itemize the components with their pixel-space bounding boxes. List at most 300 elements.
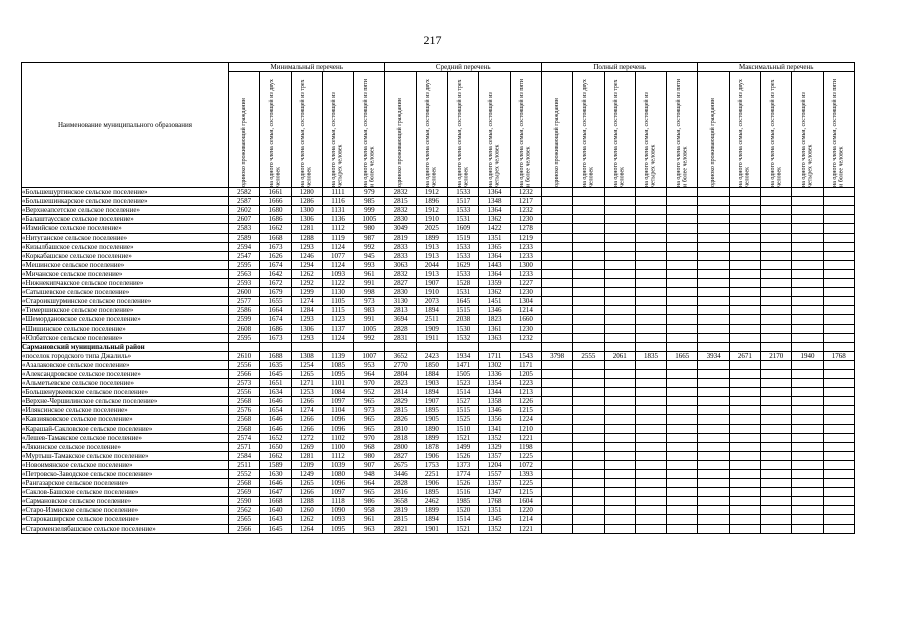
value-cell — [667, 342, 698, 351]
value-cell — [667, 379, 698, 388]
value-cell — [604, 497, 635, 506]
value-cell: 1645 — [260, 369, 291, 378]
value-cell: 1907 — [416, 279, 447, 288]
value-cell — [541, 297, 572, 306]
value-cell — [541, 333, 572, 342]
value-cell: 1899 — [416, 433, 447, 442]
value-cell: 987 — [354, 233, 385, 242]
value-cell: 2823 — [385, 379, 416, 388]
value-cell: 968 — [354, 442, 385, 451]
value-cell: 1910 — [416, 288, 447, 297]
value-cell — [573, 188, 604, 197]
value-cell: 1451 — [479, 297, 510, 306]
table-row — [22, 415, 855, 424]
value-cell — [541, 488, 572, 497]
value-cell: 2593 — [229, 279, 260, 288]
value-cell — [761, 360, 792, 369]
value-cell — [823, 279, 854, 288]
value-cell — [635, 497, 666, 506]
municipality-name: «Рангазарское сельское поселение» — [22, 479, 229, 488]
value-cell — [792, 269, 823, 278]
value-cell — [604, 479, 635, 488]
value-cell: 1300 — [291, 206, 322, 215]
table-row — [22, 433, 855, 442]
value-cell: 1589 — [260, 460, 291, 469]
value-cell — [823, 397, 854, 406]
value-cell — [698, 515, 729, 524]
value-cell: 1532 — [448, 333, 479, 342]
value-cell — [604, 188, 635, 197]
subcolumn-label: на одного члена семьи, состоящей из пяти и более человек — [519, 79, 532, 188]
value-cell — [729, 433, 760, 442]
value-cell — [604, 360, 635, 369]
value-cell — [635, 524, 666, 533]
municipality-name: «Верхнеапсетское сельское поселение» — [22, 206, 229, 215]
value-cell — [604, 324, 635, 333]
value-cell: 1329 — [479, 442, 510, 451]
value-cell: 1137 — [322, 324, 353, 333]
value-cell: 1269 — [291, 442, 322, 451]
value-cell — [761, 188, 792, 197]
value-cell: 1204 — [479, 460, 510, 469]
municipality-name: «Коркабашское сельское поселение» — [22, 251, 229, 260]
value-cell: 2170 — [761, 351, 792, 360]
value-cell: 1224 — [510, 415, 541, 424]
value-cell: 1774 — [448, 470, 479, 479]
value-cell — [635, 206, 666, 215]
subcolumn-header — [635, 72, 666, 188]
value-cell — [541, 197, 572, 206]
value-cell: 2610 — [229, 351, 260, 360]
value-cell: 1901 — [416, 524, 447, 533]
table-row — [22, 497, 855, 506]
value-cell — [698, 433, 729, 442]
municipality-name: «Нижнекипчакское сельское поселение» — [22, 279, 229, 288]
value-cell — [541, 315, 572, 324]
value-cell — [698, 506, 729, 515]
value-cell — [729, 233, 760, 242]
value-cell — [729, 379, 760, 388]
municipality-name: «Балаштаусское сельское поселение» — [22, 215, 229, 224]
value-cell: 2552 — [229, 470, 260, 479]
value-cell — [635, 306, 666, 315]
municipality-name: «поселок городского типа Джалиль» — [22, 351, 229, 360]
value-cell — [729, 333, 760, 342]
value-cell: 983 — [354, 306, 385, 315]
value-cell — [698, 288, 729, 297]
value-cell — [667, 251, 698, 260]
value-cell — [541, 433, 572, 442]
value-cell: 2073 — [416, 297, 447, 306]
value-cell: 1514 — [448, 388, 479, 397]
subcolumn-header — [260, 72, 291, 188]
value-cell: 2833 — [385, 242, 416, 251]
municipality-name: «Большенуркеевское сельское поселение» — [22, 388, 229, 397]
value-cell — [729, 515, 760, 524]
value-cell — [541, 306, 572, 315]
value-cell — [541, 388, 572, 397]
value-cell: 1077 — [322, 251, 353, 260]
subcolumn-header — [416, 72, 447, 188]
value-cell: 1393 — [510, 470, 541, 479]
subcolumn-header — [823, 72, 854, 188]
value-cell: 2590 — [229, 497, 260, 506]
value-cell — [729, 315, 760, 324]
table-row — [22, 379, 855, 388]
value-cell — [823, 415, 854, 424]
subcolumn-header — [698, 72, 729, 188]
value-cell — [729, 251, 760, 260]
value-cell: 2833 — [385, 251, 416, 260]
value-cell: 980 — [354, 451, 385, 460]
table-row — [22, 224, 855, 233]
value-cell — [635, 269, 666, 278]
table-row — [22, 524, 855, 533]
value-cell — [792, 233, 823, 242]
table-row — [22, 470, 855, 479]
value-cell: 1246 — [291, 251, 322, 260]
value-cell — [823, 324, 854, 333]
value-cell — [573, 470, 604, 479]
table-row — [22, 506, 855, 515]
value-cell: 1531 — [448, 288, 479, 297]
value-cell: 1299 — [291, 288, 322, 297]
table-row — [22, 369, 855, 378]
value-cell: 1139 — [322, 351, 353, 360]
value-cell — [604, 279, 635, 288]
value-cell — [823, 524, 854, 533]
value-cell: 1102 — [322, 433, 353, 442]
value-cell: 1111 — [322, 188, 353, 197]
value-cell — [698, 279, 729, 288]
value-cell: 1654 — [260, 406, 291, 415]
value-cell — [573, 379, 604, 388]
value-cell — [604, 197, 635, 206]
value-cell — [729, 497, 760, 506]
value-cell: 2815 — [385, 406, 416, 415]
value-cell: 2568 — [229, 397, 260, 406]
value-cell — [823, 442, 854, 451]
value-cell: 965 — [354, 397, 385, 406]
value-cell: 1230 — [510, 288, 541, 297]
municipality-name: «Измийское сельское поселение» — [22, 224, 229, 233]
value-cell — [792, 242, 823, 251]
value-cell — [792, 224, 823, 233]
district-row — [22, 342, 855, 351]
value-cell: 1650 — [260, 442, 291, 451]
table-row — [22, 306, 855, 315]
value-cell — [573, 288, 604, 297]
value-cell — [604, 506, 635, 515]
value-cell — [573, 215, 604, 224]
value-cell: 1912 — [416, 206, 447, 215]
value-cell: 1907 — [416, 397, 447, 406]
value-cell — [541, 379, 572, 388]
value-cell — [573, 306, 604, 315]
value-cell — [823, 497, 854, 506]
value-cell: 1533 — [448, 269, 479, 278]
value-cell: 1171 — [510, 360, 541, 369]
value-cell: 1909 — [416, 324, 447, 333]
value-cell — [823, 269, 854, 278]
value-cell: 2830 — [385, 215, 416, 224]
value-cell — [698, 388, 729, 397]
value-cell: 986 — [354, 497, 385, 506]
value-cell: 2555 — [573, 351, 604, 360]
value-cell: 1913 — [416, 251, 447, 260]
value-cell: 991 — [354, 279, 385, 288]
value-cell: 2565 — [229, 515, 260, 524]
value-cell: 2556 — [229, 360, 260, 369]
municipality-name: «Петровско-Заводское сельское поселение» — [22, 470, 229, 479]
value-cell — [761, 415, 792, 424]
value-cell — [729, 506, 760, 515]
table-row — [22, 297, 855, 306]
municipality-name: «Иляксинское сельское поселение» — [22, 406, 229, 415]
value-cell — [698, 415, 729, 424]
value-cell — [604, 224, 635, 233]
value-cell: 1093 — [322, 269, 353, 278]
value-cell: 1130 — [322, 288, 353, 297]
group-header: Минимальный перечень — [229, 63, 385, 72]
value-cell: 1253 — [291, 388, 322, 397]
value-cell — [635, 406, 666, 415]
value-cell: 1940 — [792, 351, 823, 360]
value-cell: 1223 — [510, 379, 541, 388]
value-cell: 1352 — [479, 433, 510, 442]
value-cell — [479, 342, 510, 351]
value-cell: 1249 — [291, 470, 322, 479]
value-cell — [698, 406, 729, 415]
value-cell: 1557 — [479, 470, 510, 479]
value-cell — [573, 433, 604, 442]
subcolumn-label: одиноко проживающий гражданин — [553, 98, 560, 188]
value-cell: 1363 — [479, 333, 510, 342]
municipality-name: Сармановский муниципальный район — [22, 342, 229, 351]
value-cell — [667, 433, 698, 442]
group-header: Полный перечень — [541, 63, 697, 72]
value-cell — [541, 451, 572, 460]
value-cell: 1521 — [448, 433, 479, 442]
value-cell: 1646 — [260, 397, 291, 406]
municipality-name: «Шемордановское сельское поселение» — [22, 315, 229, 324]
value-cell: 1286 — [291, 197, 322, 206]
value-cell: 2804 — [385, 369, 416, 378]
value-cell: 2821 — [385, 524, 416, 533]
value-cell — [792, 306, 823, 315]
value-cell — [698, 315, 729, 324]
value-cell — [792, 342, 823, 351]
value-cell: 1112 — [322, 451, 353, 460]
value-cell — [698, 369, 729, 378]
value-cell — [761, 342, 792, 351]
value-cell — [604, 315, 635, 324]
value-cell: 1345 — [479, 515, 510, 524]
name-column-header: Наименование муниципального образования — [22, 63, 229, 188]
value-cell: 1266 — [291, 397, 322, 406]
value-cell — [823, 242, 854, 251]
value-cell: 1629 — [448, 260, 479, 269]
value-cell — [823, 288, 854, 297]
value-cell: 1209 — [291, 460, 322, 469]
value-cell: 1278 — [510, 224, 541, 233]
value-cell — [761, 251, 792, 260]
value-cell: 1093 — [322, 515, 353, 524]
value-cell: 1007 — [354, 351, 385, 360]
value-cell: 1906 — [416, 479, 447, 488]
value-cell: 2562 — [229, 506, 260, 515]
value-cell: 1899 — [416, 233, 447, 242]
value-cell — [635, 379, 666, 388]
value-cell: 1284 — [291, 306, 322, 315]
value-cell: 1635 — [260, 360, 291, 369]
value-cell — [823, 451, 854, 460]
value-cell — [761, 206, 792, 215]
value-cell — [667, 206, 698, 215]
value-cell: 1913 — [416, 242, 447, 251]
subcolumn-header — [385, 72, 416, 188]
value-cell: 1213 — [510, 388, 541, 397]
value-cell — [729, 297, 760, 306]
value-cell — [667, 506, 698, 515]
value-cell: 1105 — [322, 297, 353, 306]
municipality-name: «Староикшурминское сельское поселение» — [22, 297, 229, 306]
value-cell: 1112 — [322, 224, 353, 233]
value-cell — [698, 333, 729, 342]
value-cell — [667, 233, 698, 242]
value-cell — [761, 233, 792, 242]
value-cell: 2566 — [229, 369, 260, 378]
value-cell: 1097 — [322, 397, 353, 406]
value-cell: 2813 — [385, 306, 416, 315]
value-cell: 1630 — [260, 470, 291, 479]
value-cell: 1274 — [291, 406, 322, 415]
value-cell: 1084 — [322, 388, 353, 397]
subcolumn-header — [448, 72, 479, 188]
value-cell: 1903 — [416, 379, 447, 388]
value-cell — [823, 215, 854, 224]
value-cell — [667, 333, 698, 342]
value-cell — [729, 242, 760, 251]
value-cell: 1505 — [448, 369, 479, 378]
value-cell: 1233 — [510, 269, 541, 278]
value-cell: 1262 — [291, 269, 322, 278]
value-cell — [541, 515, 572, 524]
subcolumn-label: на одного члена семьи, состоящей из трех человек — [300, 79, 313, 188]
value-cell: 1264 — [291, 524, 322, 533]
value-cell: 965 — [354, 415, 385, 424]
value-cell: 1525 — [448, 415, 479, 424]
value-cell — [635, 515, 666, 524]
value-cell: 1835 — [635, 351, 666, 360]
value-cell — [792, 397, 823, 406]
value-cell: 1661 — [260, 188, 291, 197]
value-cell — [792, 424, 823, 433]
value-cell: 2511 — [229, 460, 260, 469]
value-cell: 953 — [354, 360, 385, 369]
value-cell: 1634 — [260, 388, 291, 397]
table-row — [22, 451, 855, 460]
value-cell: 1131 — [322, 206, 353, 215]
value-cell: 1646 — [260, 479, 291, 488]
value-cell — [573, 297, 604, 306]
value-cell — [698, 479, 729, 488]
value-cell — [698, 206, 729, 215]
subcolumn-label: на одного члена семьи, состоящей из двух человек — [268, 79, 282, 188]
value-cell: 1668 — [260, 497, 291, 506]
value-cell — [604, 215, 635, 224]
value-cell: 958 — [354, 506, 385, 515]
value-cell: 991 — [354, 315, 385, 324]
value-cell — [761, 306, 792, 315]
value-cell: 1221 — [510, 524, 541, 533]
value-cell — [604, 269, 635, 278]
value-cell — [729, 488, 760, 497]
value-cell — [761, 506, 792, 515]
table-row — [22, 388, 855, 397]
value-cell: 2584 — [229, 451, 260, 460]
value-cell — [573, 406, 604, 415]
value-cell — [729, 324, 760, 333]
value-cell — [761, 515, 792, 524]
value-cell: 2589 — [229, 233, 260, 242]
value-cell — [823, 369, 854, 378]
value-cell: 2600 — [229, 288, 260, 297]
value-cell — [635, 315, 666, 324]
value-cell: 1225 — [510, 451, 541, 460]
value-cell: 1647 — [260, 488, 291, 497]
value-cell — [667, 315, 698, 324]
subcolumn-header — [322, 72, 353, 188]
subcolumn-header — [604, 72, 635, 188]
value-cell — [761, 442, 792, 451]
value-cell: 1265 — [291, 479, 322, 488]
value-cell — [604, 515, 635, 524]
value-cell — [761, 242, 792, 251]
subcolumn-header — [761, 72, 792, 188]
value-cell: 1645 — [260, 524, 291, 533]
value-cell — [541, 442, 572, 451]
subcolumn-header — [667, 72, 698, 188]
value-cell — [761, 433, 792, 442]
value-cell — [635, 451, 666, 460]
value-cell: 1266 — [291, 488, 322, 497]
table-row — [22, 315, 855, 324]
value-cell: 1354 — [479, 379, 510, 388]
value-cell: 1499 — [448, 442, 479, 451]
value-cell — [761, 406, 792, 415]
value-cell: 1662 — [260, 224, 291, 233]
value-cell: 992 — [354, 242, 385, 251]
value-cell: 1934 — [448, 351, 479, 360]
municipality-name: «Сатышевское сельское поселение» — [22, 288, 229, 297]
value-cell: 1521 — [448, 524, 479, 533]
value-cell — [698, 424, 729, 433]
municipality-name: «Мичанское сельское поселение» — [22, 269, 229, 278]
subsistence-table — [21, 62, 855, 534]
value-cell: 1533 — [448, 251, 479, 260]
municipality-name: «Шишинское сельское поселение» — [22, 324, 229, 333]
value-cell: 1347 — [479, 488, 510, 497]
value-cell — [761, 379, 792, 388]
value-cell — [729, 306, 760, 315]
municipality-name: «Саклов-Башское сельское поселение» — [22, 488, 229, 497]
value-cell: 1096 — [322, 424, 353, 433]
value-cell — [729, 215, 760, 224]
value-cell: 1666 — [260, 197, 291, 206]
value-cell — [761, 488, 792, 497]
value-cell: 1906 — [416, 451, 447, 460]
